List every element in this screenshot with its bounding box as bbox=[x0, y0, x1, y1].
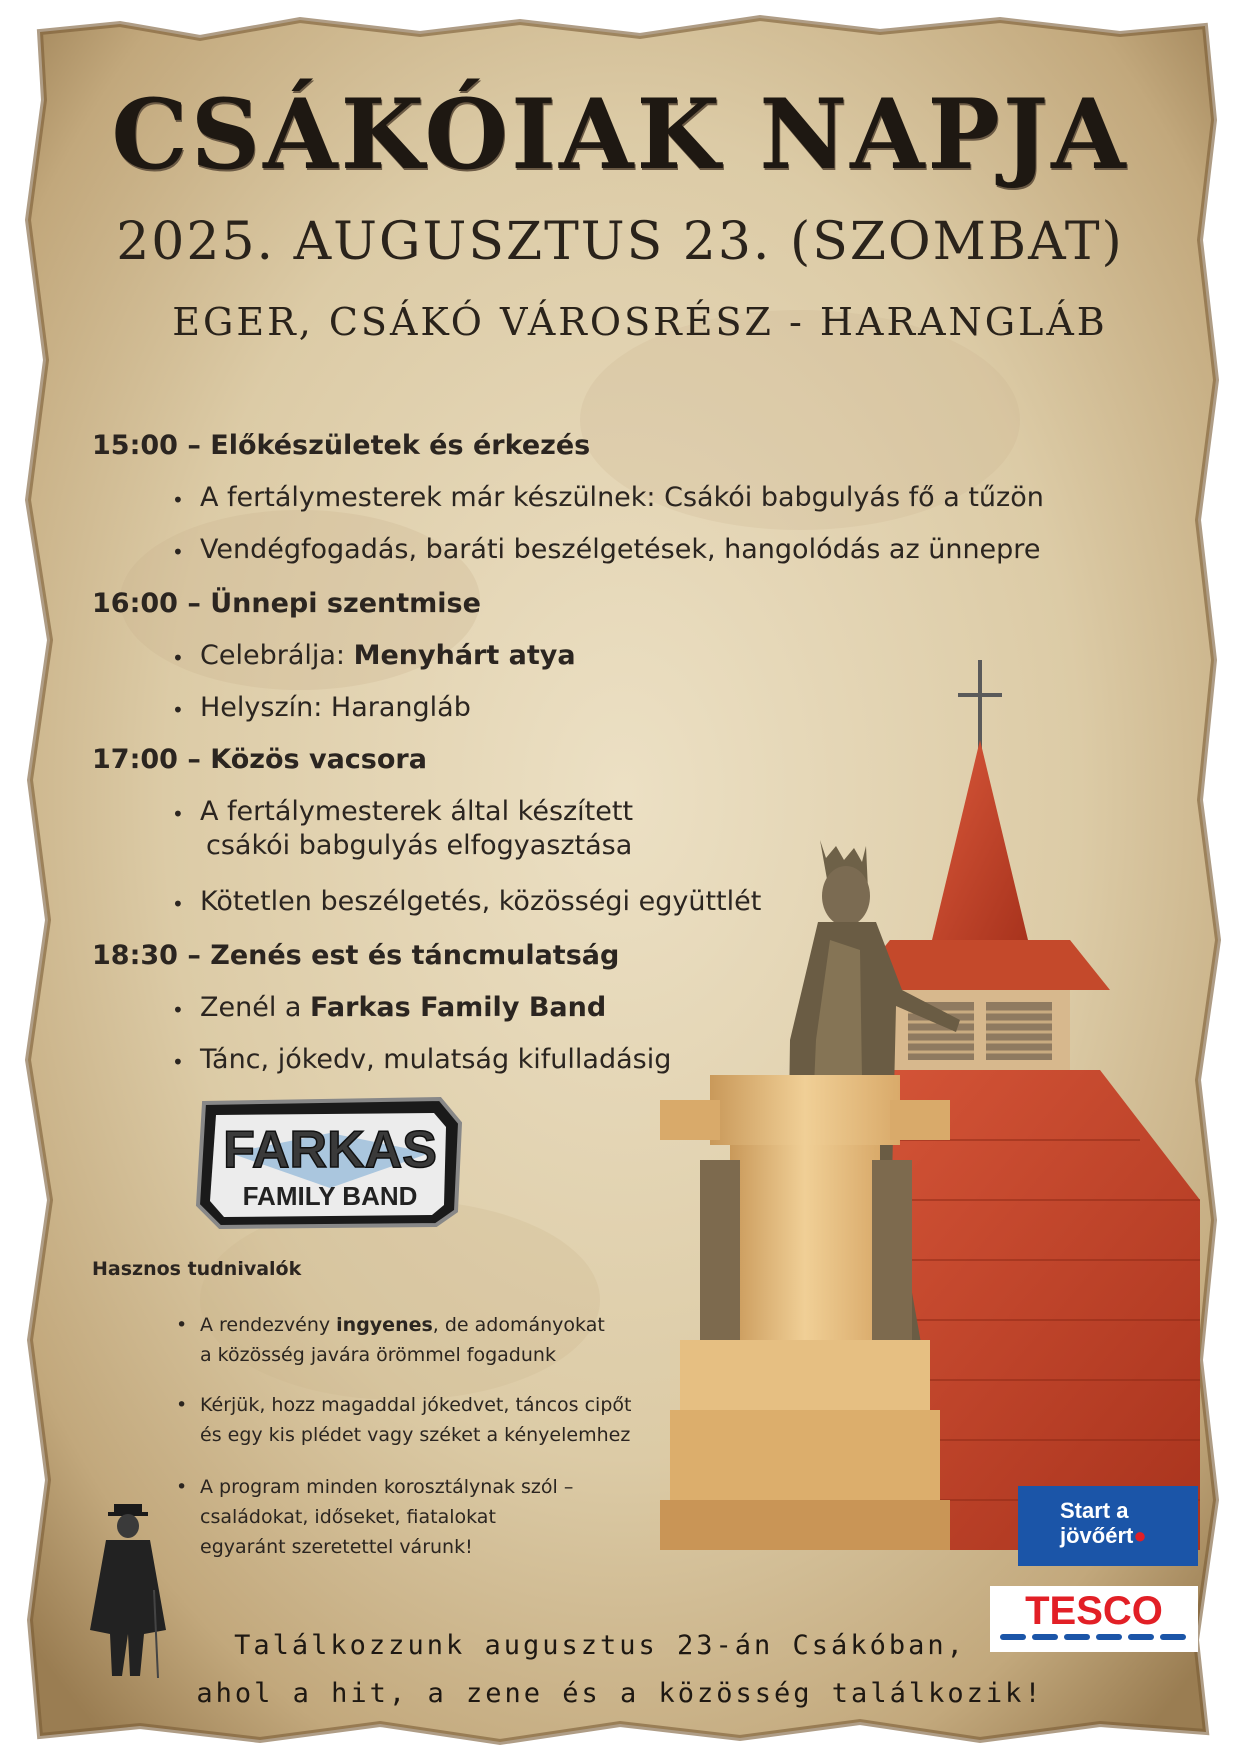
event-title: CSÁKÓIAK NAPJA bbox=[111, 78, 1129, 191]
event-date: 2025. AUGUSZTUS 23. (SZOMBAT) bbox=[116, 212, 1124, 272]
closing-line-2: ahol a hit, a zene és a közösség találkozik! bbox=[196, 1678, 1044, 1709]
info-item-all-ages-continued: családokat, időseket, fiatalokat bbox=[200, 1506, 496, 1528]
bullet-icon: • bbox=[172, 892, 184, 916]
info-item-all-ages: A program minden korosztálynak szól – bbox=[200, 1476, 574, 1498]
start-badge-line2 bbox=[1060, 1523, 1198, 1548]
program-heading-1600: 16:00 – Ünnepi szentmise bbox=[92, 588, 481, 619]
bullet-icon: • bbox=[176, 1314, 188, 1336]
bullet-icon: • bbox=[172, 998, 184, 1022]
bullet-icon: • bbox=[172, 488, 184, 512]
statue-and-bell-tower-illustration bbox=[640, 660, 1200, 1560]
program-heading-1830: 18:30 – Zenés est és táncmulatság bbox=[92, 940, 620, 971]
band-name: Farkas Family Band bbox=[310, 992, 607, 1023]
band-prefix: Zenél a bbox=[200, 992, 311, 1023]
event-location: EGER, CSÁKÓ VÁROSRÉSZ - HARANGLÁB bbox=[172, 300, 1108, 344]
info-item-all-ages-continued: egyaránt szeretettel várunk! bbox=[200, 1536, 473, 1558]
bullet-icon: • bbox=[172, 540, 184, 564]
bullet-icon: • bbox=[176, 1394, 188, 1416]
program-item: A fertálymesterek által készített bbox=[200, 796, 634, 827]
program-item bbox=[200, 992, 606, 1023]
program-item bbox=[200, 640, 576, 671]
start-a-jovoert-badge bbox=[1018, 1486, 1198, 1566]
program-item: A fertálymesterek már készülnek: Csákói babgulyás fő a tűzön bbox=[200, 482, 1044, 513]
program-item: Helyszín: Harangláb bbox=[200, 692, 471, 723]
farkas-family-band-logo bbox=[190, 1093, 470, 1231]
bullet-icon: • bbox=[172, 646, 184, 670]
logo-word-family-band: FAMILY BAND bbox=[242, 1181, 418, 1211]
program-item: Kötetlen beszélgetés, közösségi együttlét bbox=[200, 886, 762, 917]
info-heading: Hasznos tudnivalók bbox=[92, 1258, 302, 1280]
bullet-icon: • bbox=[176, 1476, 188, 1498]
program-item: Vendégfogadás, baráti beszélgetések, hangolódás az ünnepre bbox=[200, 534, 1041, 565]
logo-word-farkas: FARKAS bbox=[223, 1121, 437, 1179]
info-item-free-continued: a közösség javára örömmel fogadunk bbox=[200, 1344, 556, 1366]
celebrant-prefix: Celebrálja: bbox=[200, 640, 354, 671]
bullet-icon: • bbox=[172, 698, 184, 722]
start-badge-line1: Start a bbox=[1060, 1498, 1129, 1523]
bullet-icon: • bbox=[172, 1050, 184, 1074]
tesco-wordmark: TESCO bbox=[1025, 1589, 1163, 1633]
info-item-bring-continued: és egy kis plédet vagy széket a kényelemhez bbox=[200, 1424, 631, 1446]
info-item-free bbox=[200, 1310, 605, 1340]
celebrant-name: Menyhárt atya bbox=[353, 640, 576, 671]
closing-line-1: Találkozzunk augusztus 23-án Csákóban, bbox=[234, 1630, 966, 1661]
program-item: Tánc, jókedv, mulatság kifulladásig bbox=[200, 1044, 672, 1075]
info-free-word: ingyenes bbox=[336, 1314, 433, 1336]
program-heading-1700: 17:00 – Közös vacsora bbox=[92, 744, 427, 775]
program-heading-1500: 15:00 – Előkészületek és érkezés bbox=[92, 430, 591, 461]
bullet-icon: • bbox=[172, 802, 184, 826]
info-item-bring: Kérjük, hozz magaddal jókedvet, táncos cipőt bbox=[200, 1394, 632, 1416]
info-text: A rendezvény bbox=[200, 1314, 337, 1336]
red-dot-icon: ● bbox=[1133, 1523, 1147, 1548]
program-item-continued: csákói babgulyás elfogyasztása bbox=[206, 830, 633, 861]
info-text: , de adományokat bbox=[432, 1314, 605, 1336]
start-badge-word: jövőért bbox=[1060, 1523, 1134, 1548]
